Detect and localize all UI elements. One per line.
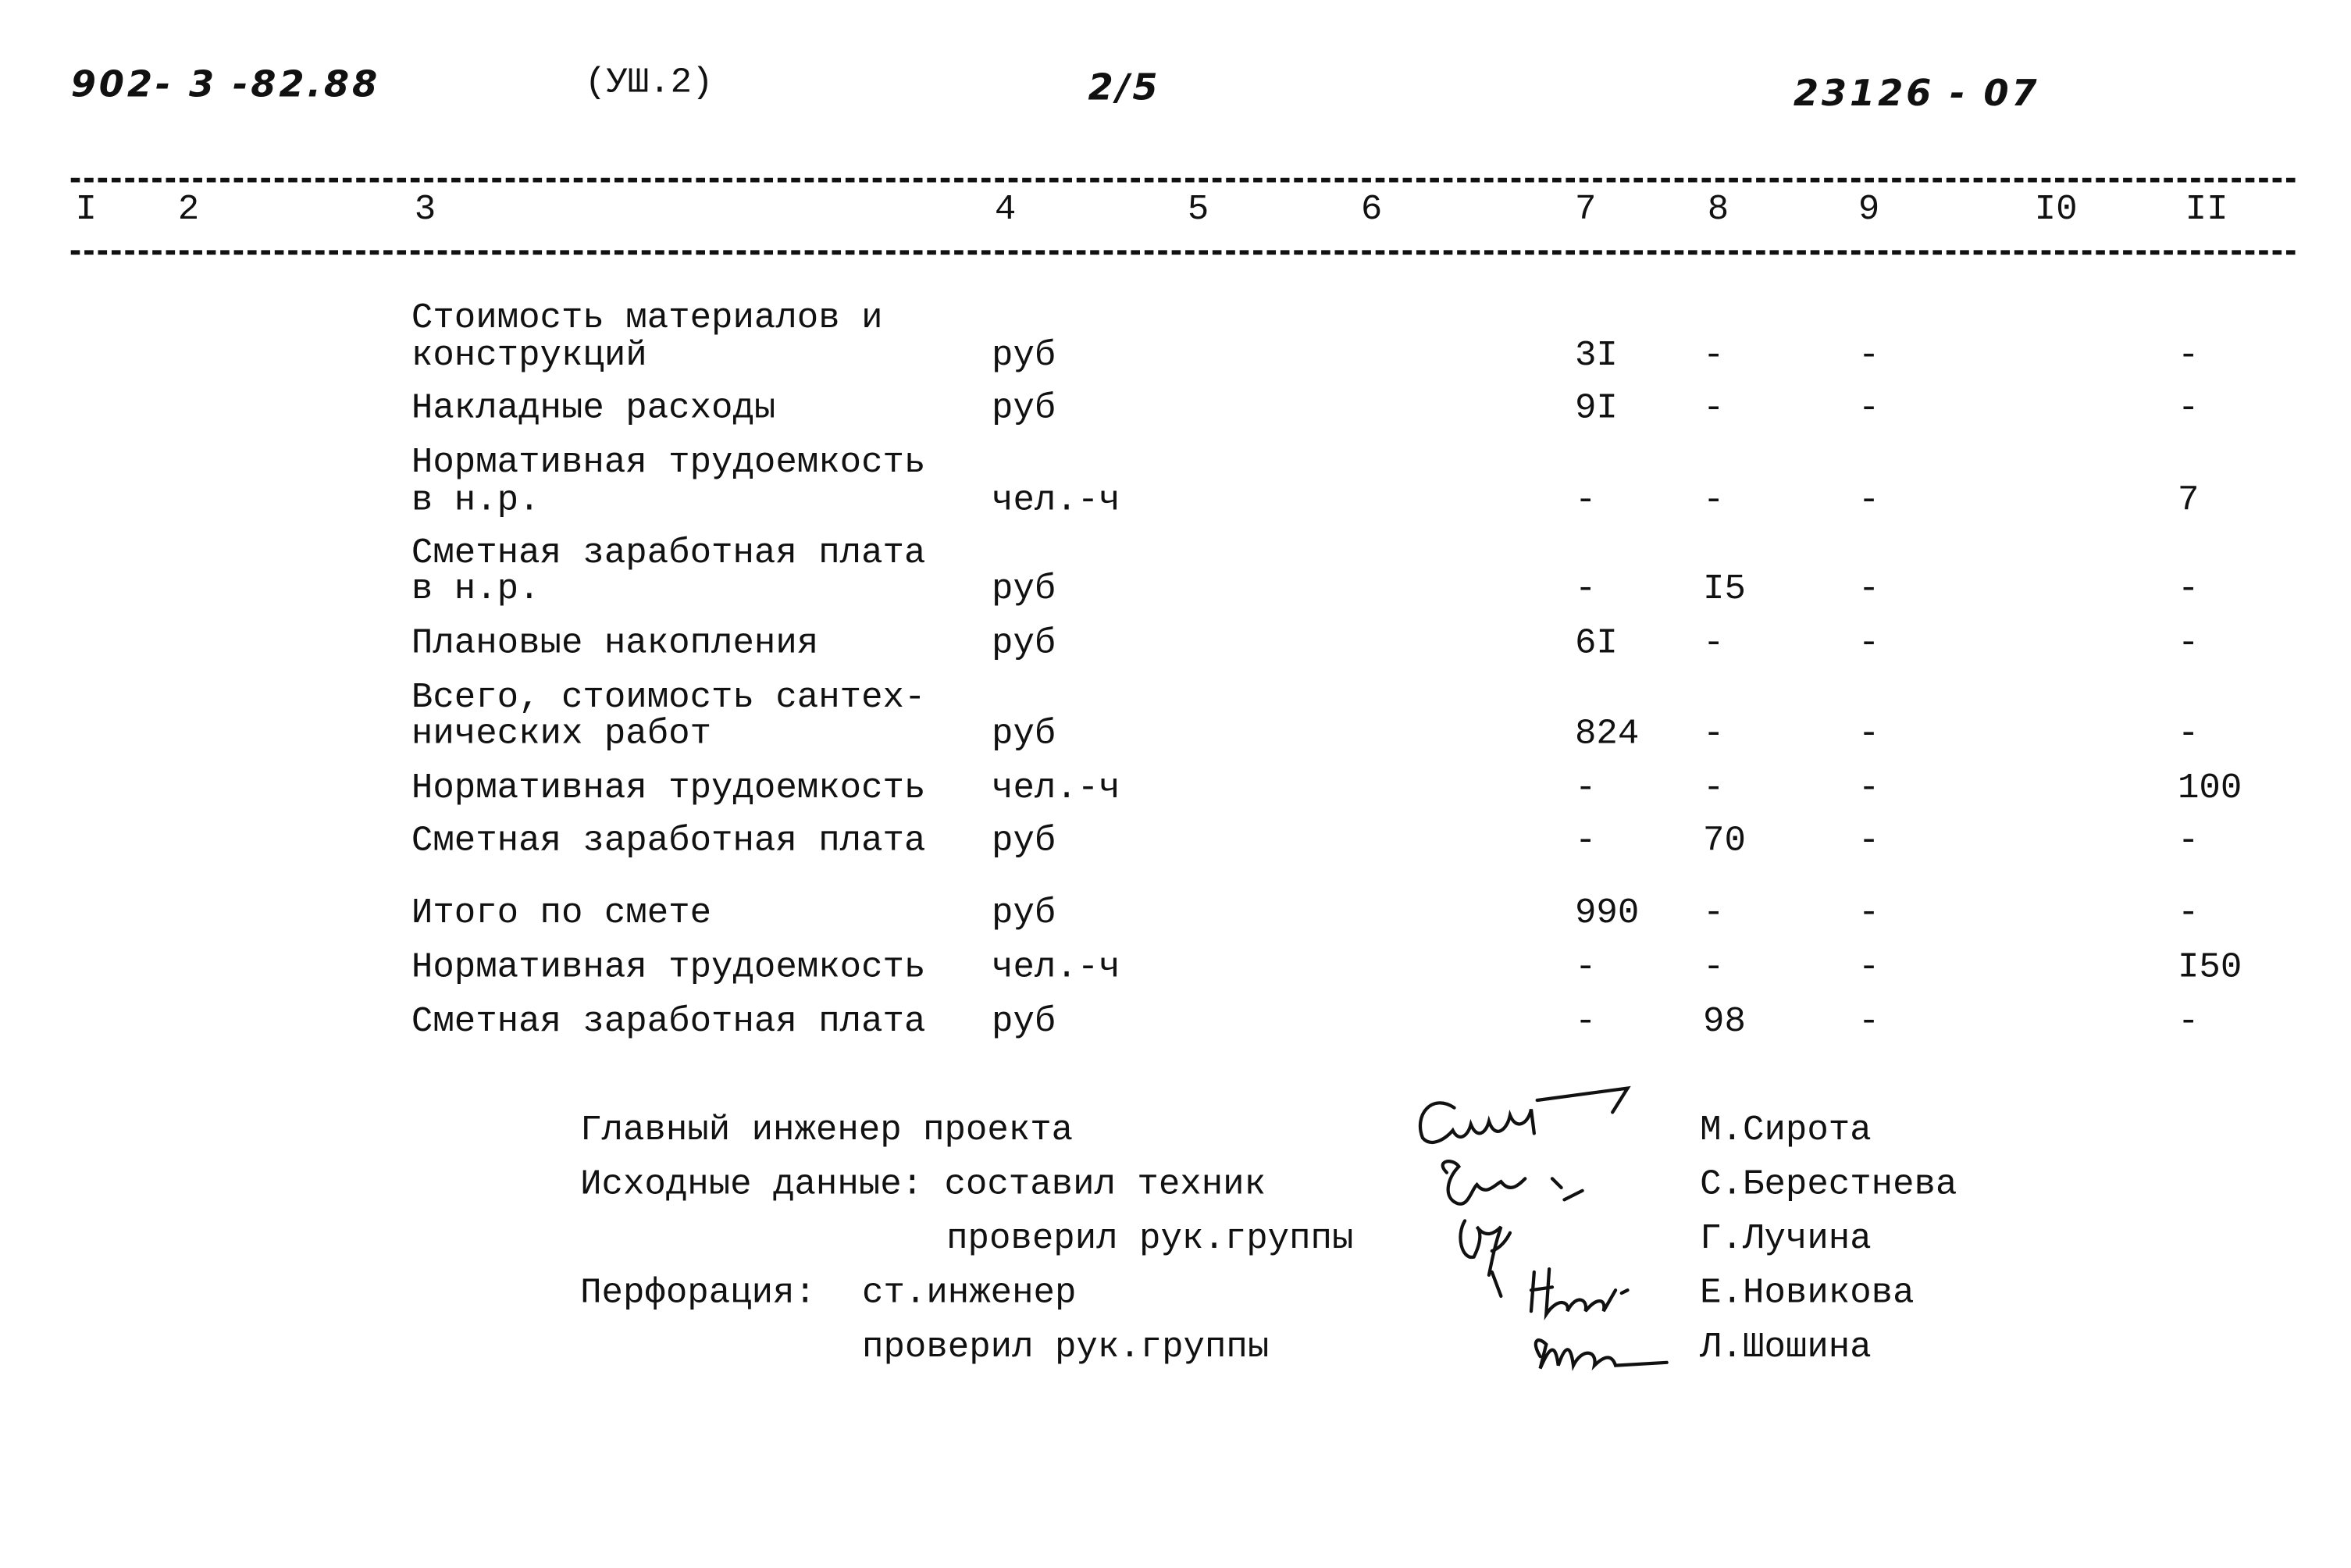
cell-col-7: 824 [1574,714,1640,755]
row-description: Нормативная трудоемкость [411,768,926,810]
cell-col-8: - [1703,624,1725,665]
signer-name: Г.Лучина [1700,1219,1872,1260]
column-number: 3 [414,190,436,231]
cell-col-9: - [1858,388,1880,430]
cell-col-7: - [1574,1002,1597,1043]
cell-col-9: - [1858,768,1880,810]
column-number: I0 [2034,190,2078,231]
cell-col-11: - [2177,388,2200,430]
cell-col-9: - [1858,1002,1880,1043]
cell-col-9: - [1858,893,1880,935]
cell-col-8: - [1703,768,1725,810]
row-unit: руб [992,893,1056,935]
perforation-label: Перфорация: [580,1273,816,1315]
signer-name: М.Сирота [1700,1110,1872,1152]
column-number: I [75,190,97,231]
cell-col-9: - [1858,480,1880,522]
inventory-number: 23126 - 07 [1793,72,2040,115]
row-description: в н.р. [411,480,540,522]
cell-col-9: - [1858,624,1880,665]
row-unit: руб [992,821,1056,863]
row-description: Сметная заработная плата [411,533,926,575]
cell-col-8: - [1703,714,1725,755]
cell-col-7: - [1574,569,1597,611]
cell-col-7: 6I [1574,624,1618,665]
handwritten-signatures [1402,1070,1672,1386]
row-unit: чел.-ч [992,948,1120,989]
column-number: 9 [1858,190,1880,231]
cell-col-11: - [2177,569,2200,611]
cell-col-11: - [2177,336,2200,377]
cell-col-7: - [1574,480,1597,522]
checked-group-head-label-2: проверил рук.группы [862,1327,1270,1369]
signature-shoshina [1536,1340,1667,1368]
cell-col-7: 3I [1574,336,1618,377]
checked-group-head-label: проверил рук.группы [946,1219,1354,1260]
row-unit: руб [992,714,1056,755]
row-description: Сметная заработная плата [411,1002,926,1043]
column-number: 2 [177,190,200,231]
cell-col-8: - [1703,336,1725,377]
column-number: 6 [1360,190,1383,231]
cell-col-7: - [1574,821,1597,863]
row-description: нических работ [411,714,712,755]
cell-col-8: - [1703,480,1725,522]
row-description: Нормативная трудоемкость [411,443,926,484]
cell-col-11: 7 [2177,480,2200,522]
row-description: в н.р. [411,569,540,611]
row-description: Сметная заработная плата [411,821,926,863]
cell-col-9: - [1858,948,1880,989]
cell-col-9: - [1858,821,1880,863]
cell-col-11: I50 [2177,948,2242,989]
signature-sirota [1420,1089,1628,1142]
cell-col-7: 9I [1574,388,1618,430]
cell-col-11: - [2177,893,2200,935]
row-unit: руб [992,388,1056,430]
signer-name: С.Берестнева [1700,1164,1957,1206]
chief-engineer-label: Главный инженер проекта [580,1110,1074,1152]
cell-col-9: - [1858,336,1880,377]
cell-col-8: I5 [1703,569,1746,611]
section-code: (УШ.2) [584,63,714,105]
signer-name: Л.Шошина [1700,1327,1872,1369]
row-description: Накладные расходы [411,388,776,430]
cell-col-7: - [1574,768,1597,810]
cell-col-11: - [2177,714,2200,755]
row-description: Всего, стоимость сантех- [411,678,926,719]
column-number: II [2185,190,2228,231]
column-number: 5 [1187,190,1209,231]
column-number: 7 [1574,190,1597,231]
cell-col-9: - [1858,569,1880,611]
row-unit: руб [992,1002,1056,1043]
cell-col-8: 98 [1703,1002,1746,1043]
column-number: 8 [1707,190,1729,231]
cell-col-7: - [1574,948,1597,989]
row-description: Плановые накопления [411,624,819,665]
cell-col-8: - [1703,948,1725,989]
page-number: 2/5 [1088,66,1161,109]
cell-col-8: - [1703,388,1725,430]
senior-engineer-label: ст.инженер [862,1273,1077,1315]
row-description: Нормативная трудоемкость [411,948,926,989]
row-unit: руб [992,336,1056,377]
column-number: 4 [994,190,1017,231]
cell-col-11: - [2177,821,2200,863]
row-description: конструкций [411,336,647,377]
signature-berestneva [1443,1161,1583,1204]
signer-name: Е.Новикова [1700,1273,1915,1315]
row-unit: руб [992,624,1056,665]
cell-col-8: - [1703,893,1725,935]
cell-col-11: 100 [2177,768,2242,810]
row-description: Итого по смете [411,893,712,935]
row-description: Стоимость материалов и [411,298,883,340]
cell-col-7: 990 [1574,893,1640,935]
signature-novikova [1531,1269,1628,1314]
doc-code: 902- 3 -82.88 [70,63,381,106]
cell-col-9: - [1858,714,1880,755]
row-unit: руб [992,569,1056,611]
signature-luchina [1460,1221,1509,1296]
cell-col-11: - [2177,1002,2200,1043]
cell-col-11: - [2177,624,2200,665]
header-rule-top [71,178,2296,183]
cell-col-8: 70 [1703,821,1746,863]
row-unit: чел.-ч [992,768,1120,810]
header-rule-bottom [71,250,2296,255]
row-unit: чел.-ч [992,480,1120,522]
source-data-label: Исходные данные: составил техник [580,1164,1266,1206]
